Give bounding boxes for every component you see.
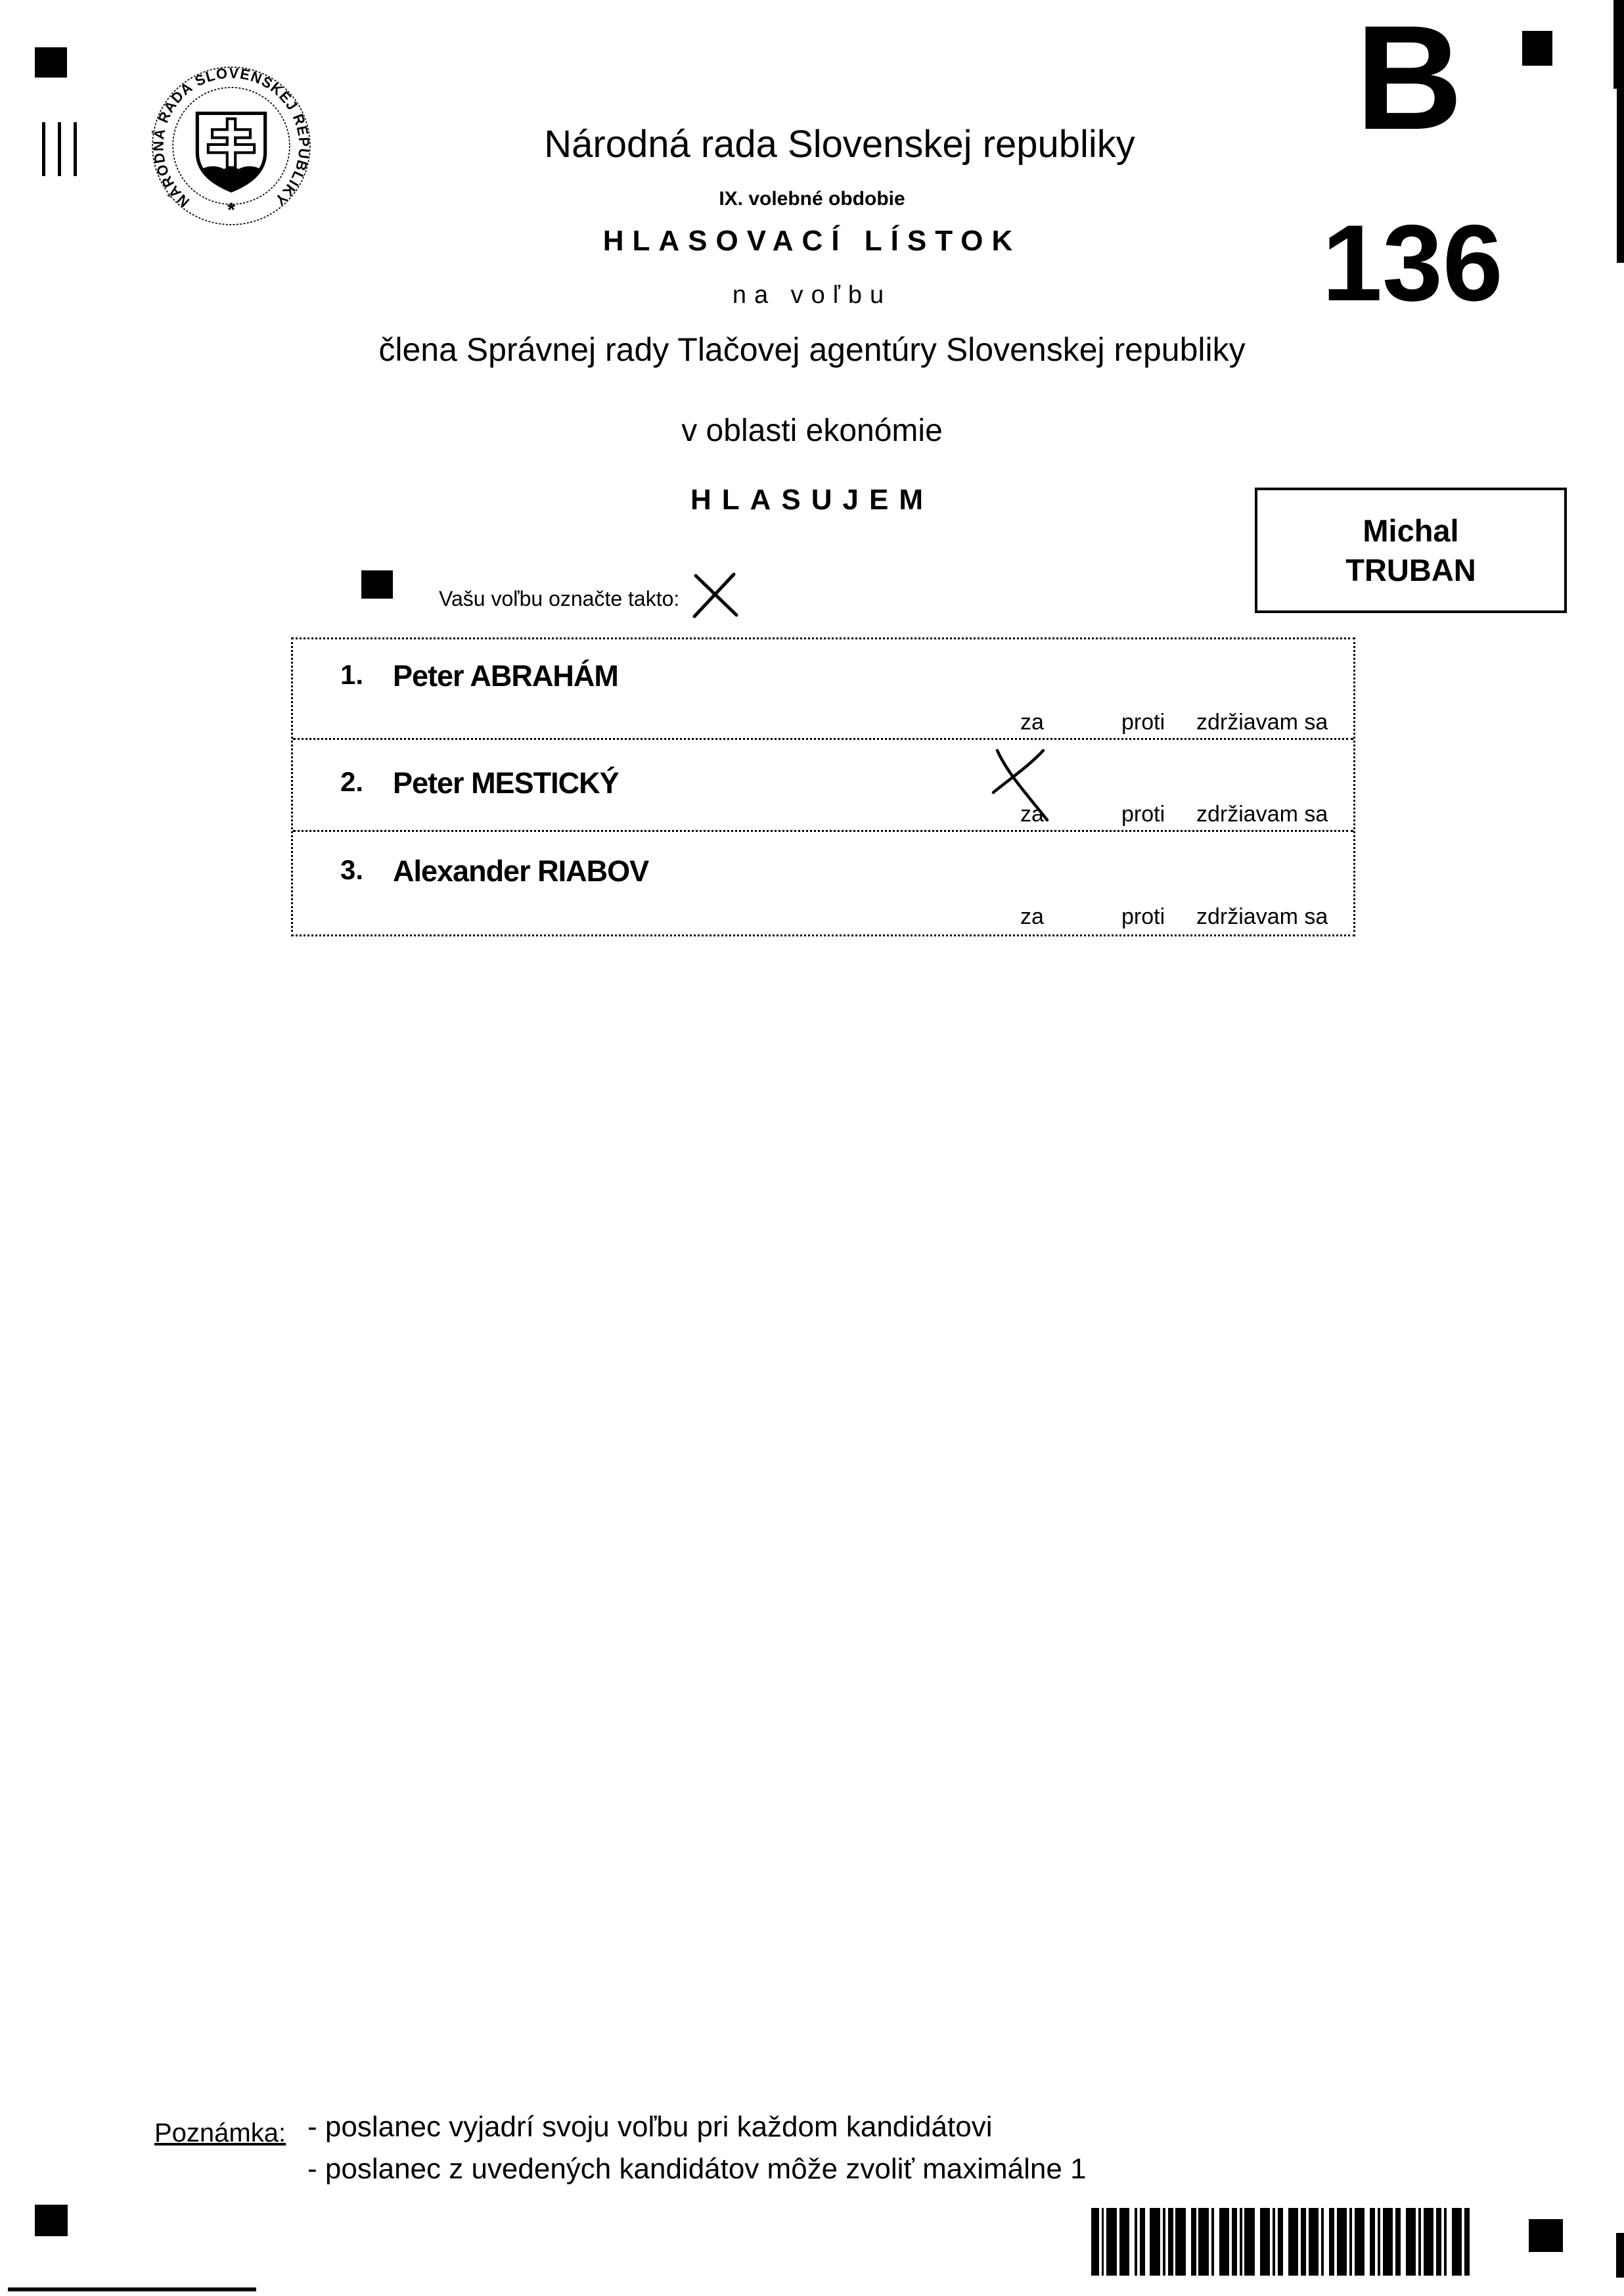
doc-subtitle: na voľbu bbox=[732, 281, 892, 309]
seal-circular-text: NÁRODNÁ RADA SLOVENSKEJ REPUBLIKY bbox=[150, 64, 313, 210]
barcode-bar bbox=[1337, 2208, 1347, 2276]
barcode-gap bbox=[1255, 2208, 1260, 2276]
scan-artifact-bottom-line bbox=[8, 2287, 256, 2291]
barcode-gap bbox=[1283, 2208, 1288, 2276]
barcode-gap bbox=[1365, 2208, 1370, 2276]
doc-title: HLASOVACÍ LÍSTOK bbox=[602, 225, 1022, 257]
registration-mark-bottom-left-square bbox=[35, 2205, 68, 2236]
candidate-row-3 bbox=[293, 830, 1353, 932]
vote-option-proti: proti bbox=[1121, 710, 1165, 735]
vote-option-zdrziavam: zdržiavam sa bbox=[1196, 710, 1328, 735]
ballot-number: 136 bbox=[1322, 202, 1503, 323]
barcode-bar bbox=[1355, 2208, 1365, 2276]
barcode-bar bbox=[1106, 2208, 1117, 2276]
barcode-bar bbox=[1309, 2208, 1319, 2276]
barcode-gap bbox=[1401, 2208, 1406, 2276]
barcode-gap bbox=[1447, 2208, 1452, 2276]
vote-option-za: za bbox=[1020, 904, 1044, 929]
term-label: IX. volebné obdobie bbox=[719, 188, 905, 210]
mark-instruction-square bbox=[361, 570, 393, 599]
barcode-bar bbox=[1288, 2208, 1299, 2276]
barcode-bar bbox=[1260, 2208, 1271, 2276]
voter-last-name: TRUBAN bbox=[1345, 552, 1476, 587]
vote-option-za: za bbox=[1020, 710, 1044, 735]
barcode-bar bbox=[1140, 2208, 1145, 2276]
barcode-bar bbox=[1452, 2208, 1462, 2276]
scan-artifact-bottom-right-edge bbox=[1616, 2233, 1624, 2278]
barcode bbox=[1091, 2208, 1470, 2276]
barcode-bar bbox=[1395, 2208, 1401, 2276]
election-subject: člena Správnej rady Tlačovej agentúry Slovenskej republiky bbox=[378, 331, 1246, 368]
registration-mark-top-left-square bbox=[35, 47, 67, 78]
barcode-gap bbox=[1129, 2208, 1135, 2276]
candidate-number: 1. bbox=[340, 659, 364, 690]
vote-option-proti: proti bbox=[1121, 802, 1165, 827]
barcode-bar bbox=[1175, 2208, 1186, 2276]
barcode-bar bbox=[1436, 2208, 1441, 2276]
barcode-bar bbox=[1244, 2208, 1255, 2276]
barcode-bar bbox=[1150, 2208, 1160, 2276]
barcode-bar bbox=[1424, 2208, 1434, 2276]
barcode-bar bbox=[1168, 2208, 1173, 2276]
note-line-1: - poslanec vyjadrí svoju voľbu pri každom kandidátovi bbox=[307, 2111, 993, 2143]
candidate-number: 2. bbox=[340, 766, 364, 797]
candidate-row-1 bbox=[293, 639, 1353, 738]
vote-option-zdrziavam: zdržiavam sa bbox=[1196, 904, 1328, 929]
org-name: Národná rada Slovenskej republiky bbox=[544, 123, 1135, 166]
candidate-row-2 bbox=[293, 738, 1353, 830]
barcode-bar bbox=[1329, 2208, 1334, 2276]
note-line-2: - poslanec z uvedených kandidátov môže zvoliť maximálne 1 bbox=[307, 2153, 1087, 2185]
voter-first-name: Michal bbox=[1363, 513, 1459, 548]
barcode-gap bbox=[1186, 2208, 1191, 2276]
seal-star: * bbox=[227, 198, 236, 221]
barcode-gap bbox=[1324, 2208, 1329, 2276]
voter-name-box bbox=[1255, 488, 1567, 613]
barcode-bar bbox=[1383, 2208, 1393, 2276]
scan-artifact-right-edge bbox=[1613, 0, 1624, 89]
barcode-bar bbox=[1119, 2208, 1130, 2276]
vote-option-proti: proti bbox=[1121, 904, 1165, 929]
barcode-bar bbox=[1406, 2208, 1416, 2276]
registration-mark-bottom-right-square bbox=[1529, 2219, 1563, 2252]
vote-heading: HLASUJEM bbox=[690, 484, 934, 516]
barcode-bar bbox=[1232, 2208, 1237, 2276]
ballot-letter: B bbox=[1355, 0, 1463, 160]
barcode-bar bbox=[1464, 2208, 1470, 2276]
mark-instruction-label: Vašu voľbu označte takto: bbox=[439, 587, 680, 610]
barcode-gap bbox=[1214, 2208, 1219, 2276]
registration-mark-top-right-square bbox=[1522, 31, 1552, 66]
candidate-name: Alexander RIABOV bbox=[393, 854, 649, 888]
barcode-bar bbox=[1191, 2208, 1196, 2276]
barcode-bar bbox=[1370, 2208, 1375, 2276]
barcode-bar bbox=[1301, 2208, 1306, 2276]
barcode-gap bbox=[1145, 2208, 1150, 2276]
vote-option-za: za bbox=[1020, 802, 1044, 827]
candidate-number: 3. bbox=[340, 854, 364, 885]
note-label: Poznámka: bbox=[154, 2119, 286, 2147]
candidates-list bbox=[291, 637, 1355, 936]
candidate-name: Peter ABRAHÁM bbox=[393, 659, 618, 693]
vote-option-zdrziavam: zdržiavam sa bbox=[1196, 802, 1328, 827]
candidate-name: Peter MESTICKÝ bbox=[393, 766, 619, 800]
barcode-bar bbox=[1198, 2208, 1209, 2276]
barcode-bar bbox=[1091, 2208, 1099, 2276]
barcode-bar bbox=[1278, 2208, 1283, 2276]
mark-example-x-icon bbox=[691, 572, 741, 620]
election-area: v oblasti ekonómie bbox=[681, 413, 943, 448]
barcode-bar bbox=[1219, 2208, 1230, 2276]
